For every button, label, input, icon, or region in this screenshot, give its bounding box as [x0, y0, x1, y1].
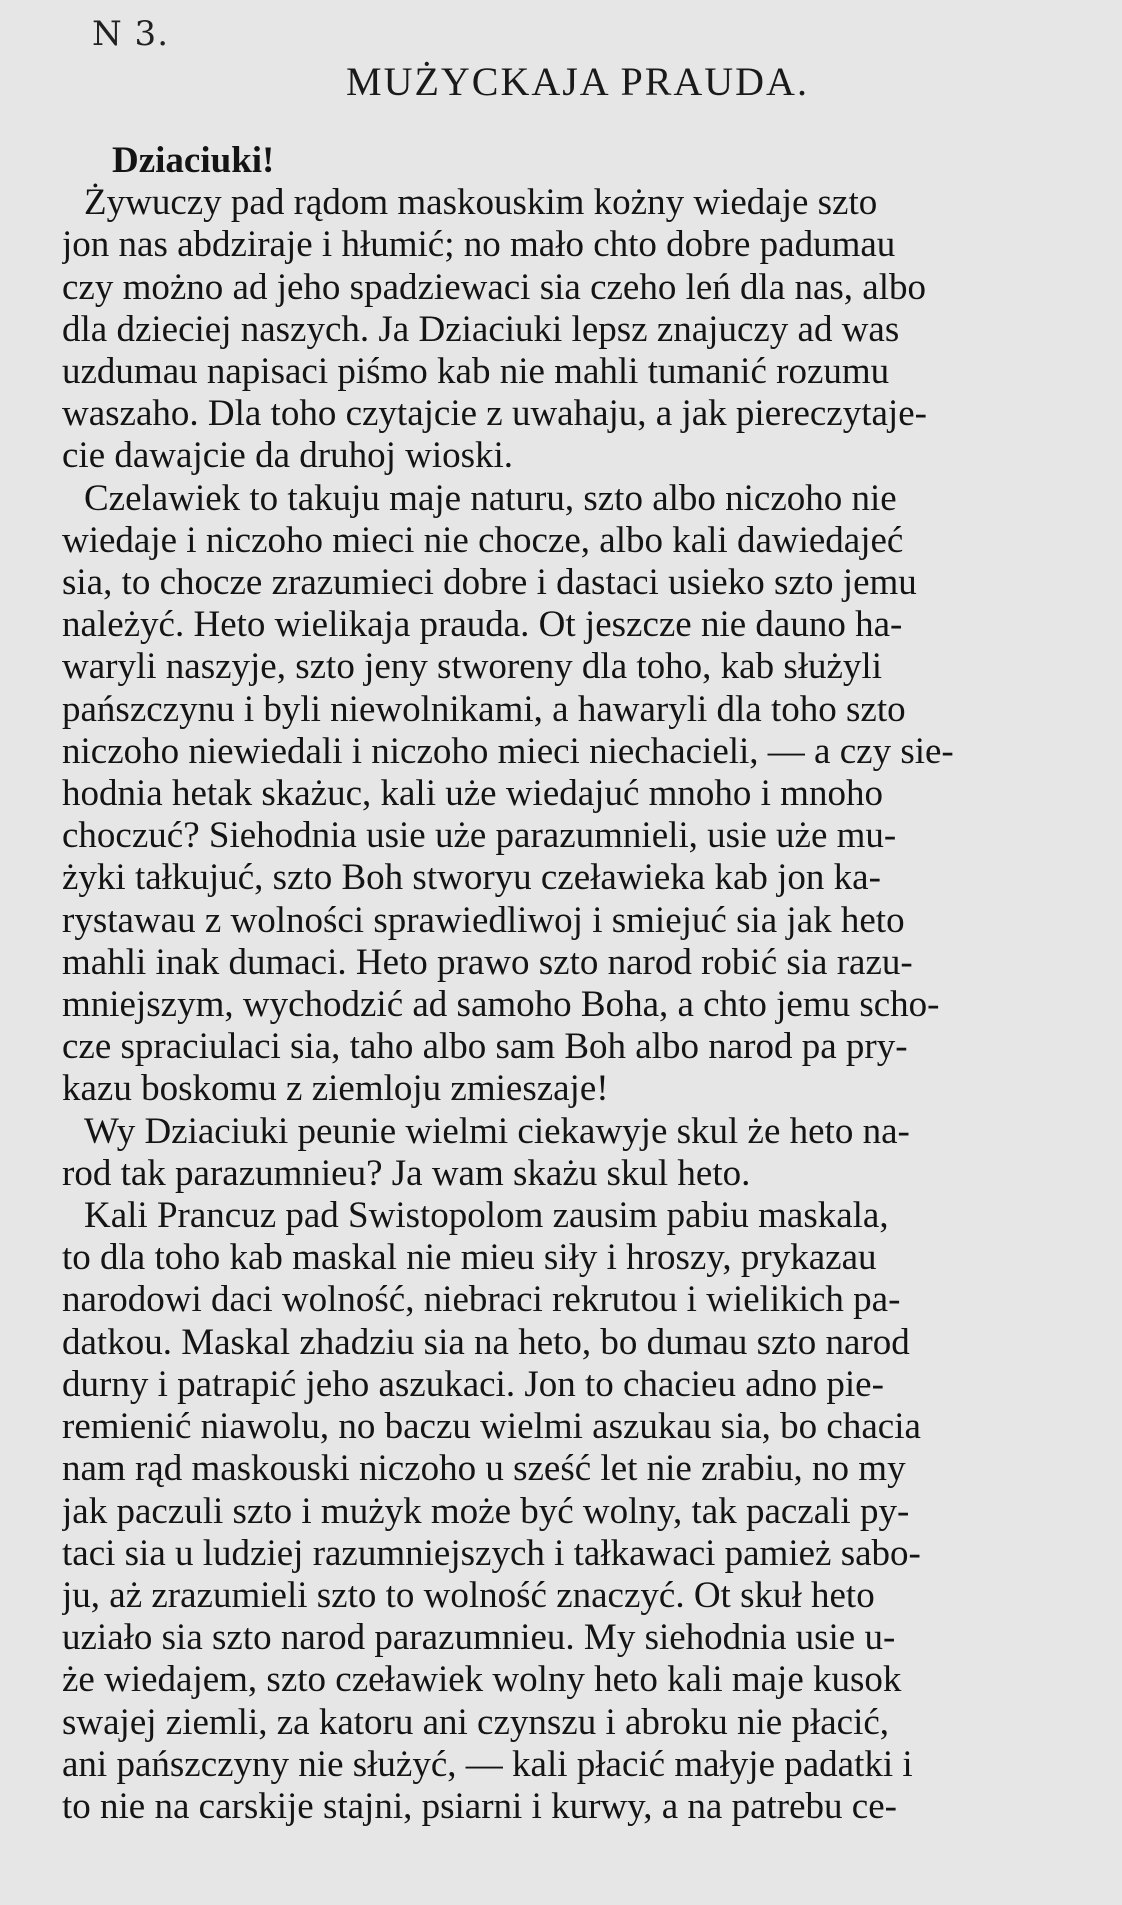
text-line: kazu boskomu z ziemloju zmieszaje! — [62, 1068, 609, 1110]
text-line: choczuć? Siehodnia usie uże parazumnieli, usie uże mu- — [62, 815, 897, 857]
text-line: ani pańszczyny nie służyć, — kali płacić małyje padatki i — [62, 1743, 913, 1785]
text-line: taci sia u ludziej razumniejszych i tałkawaci pamież sabo- — [62, 1532, 921, 1574]
text-line: ju, aż zrazumieli szto to wolność znaczyć. Ot skuł heto — [62, 1574, 875, 1616]
text-line: niczoho niewiedali i niczoho mieci niechacieli, — a czy sie- — [62, 730, 954, 772]
text-line: datkou. Maskal zhadziu sia na heto, bo dumau szto narod — [62, 1321, 910, 1363]
text-line: narodowi daci wolność, niebraci rekrutou i wielikich pa- — [62, 1279, 901, 1321]
text-line: cze spraciulaci sia, taho albo sam Boh albo narod pa pry- — [62, 1026, 908, 1068]
issue-number: N 3. — [92, 14, 169, 54]
text-line: nam rąd maskouski niczoho u sześć let nie zrabiu, no my — [62, 1448, 906, 1490]
page-title: MUŻYCKAJA PRAUDA. — [346, 59, 809, 104]
text-line: durny i patrapić jeho aszukaci. Jon to chacieu adno pie- — [62, 1363, 884, 1405]
text-line: to dla toho kab maskal nie mieu siły i hroszy, prykazau — [62, 1237, 877, 1279]
text-line: cie dawajcie da druhoj wioski. — [62, 435, 514, 477]
text-line: uziało sia szto narod parazumnieu. My siehodnia usie u- — [62, 1617, 896, 1659]
text-line: hodnia hetak skażuc, kali uże wiedajuć mnoho i mnoho — [62, 773, 883, 815]
text-line: Wy Dziaciuki peunie wielmi ciekawyje skul że heto na- — [84, 1110, 910, 1152]
text-line: waszaho. Dla toho czytajcie z uwahaju, a jak pierеczytaje- — [62, 393, 927, 435]
text-line: mniejszym, wychodzić ad samoho Boha, a chto jemu scho- — [62, 984, 940, 1026]
text-line: waryli naszyje, szto jeny stworeny dla toho, kab służyli — [62, 646, 882, 688]
text-line: dla dzieciej naszych. Ja Dziaciuki lepsz znajuczy ad was — [62, 308, 900, 350]
text-line: jak paczuli szto i mużyk może być wolny, tak paczali py- — [62, 1490, 910, 1532]
text-line: mahli inak dumaci. Heto prawo szto narod robić sia razu- — [62, 941, 913, 983]
text-line: sia, to chocze zrazumieci dobre i dastaci usieko szto jemu — [62, 562, 917, 604]
text-line: Żywuczy pad rądom maskouskim kożny wiedaje szto — [84, 182, 878, 224]
text-line: Czelawiek to takuju maje naturu, szto albo niczoho nie — [84, 477, 897, 519]
text-line: Kali Prancuz pad Swistopolom zausim pabiu maskala, — [84, 1195, 889, 1237]
text-line: to nie na carskije stajni, psiarni i kurwy, a na patrebu ce- — [62, 1785, 897, 1827]
text-line: rystawau z wolności sprawiedliwoj i smiejuć sia jak heto — [62, 899, 905, 941]
text-line: rod tak parazumnieu? Ja wam skażu skul heto. — [62, 1152, 751, 1194]
text-line: wiedaje i niczoho mieci nie chocze, albo kali dawiedajeć — [62, 519, 904, 561]
text-line: uzdumau napisaci piśmo kab nie mahli tumanić rozumu — [62, 351, 890, 393]
article-body — [62, 140, 1072, 1828]
text-line: remienić niawolu, no baczu wielmi aszukau sia, bo chacia — [62, 1406, 921, 1448]
text-line: czy możno ad jeho spadziewaci sia czeho leń dla nas, albo — [62, 266, 927, 308]
greeting-line: Dziaciuki! — [112, 140, 275, 181]
text-line: swajej ziemli, za katoru ani czynszu i abroku nie płacić, — [62, 1701, 890, 1743]
text-line: jon nas abdziraje i hłumić; no mało chto dobre padumau — [62, 224, 896, 266]
text-line: pańszczynu i byli niewolnikami, a hawaryli dla toho szto — [62, 688, 906, 730]
text-line: że wiedajem, szto czeławiek wolny heto kali maje kusok — [62, 1659, 902, 1701]
text-line: żyki tałkujuć, szto Boh stworyu czeławieka kab jon ka- — [62, 857, 881, 899]
text-line: należyć. Heto wielikaja prauda. Ot jeszcze nie dauno ha- — [62, 604, 903, 646]
